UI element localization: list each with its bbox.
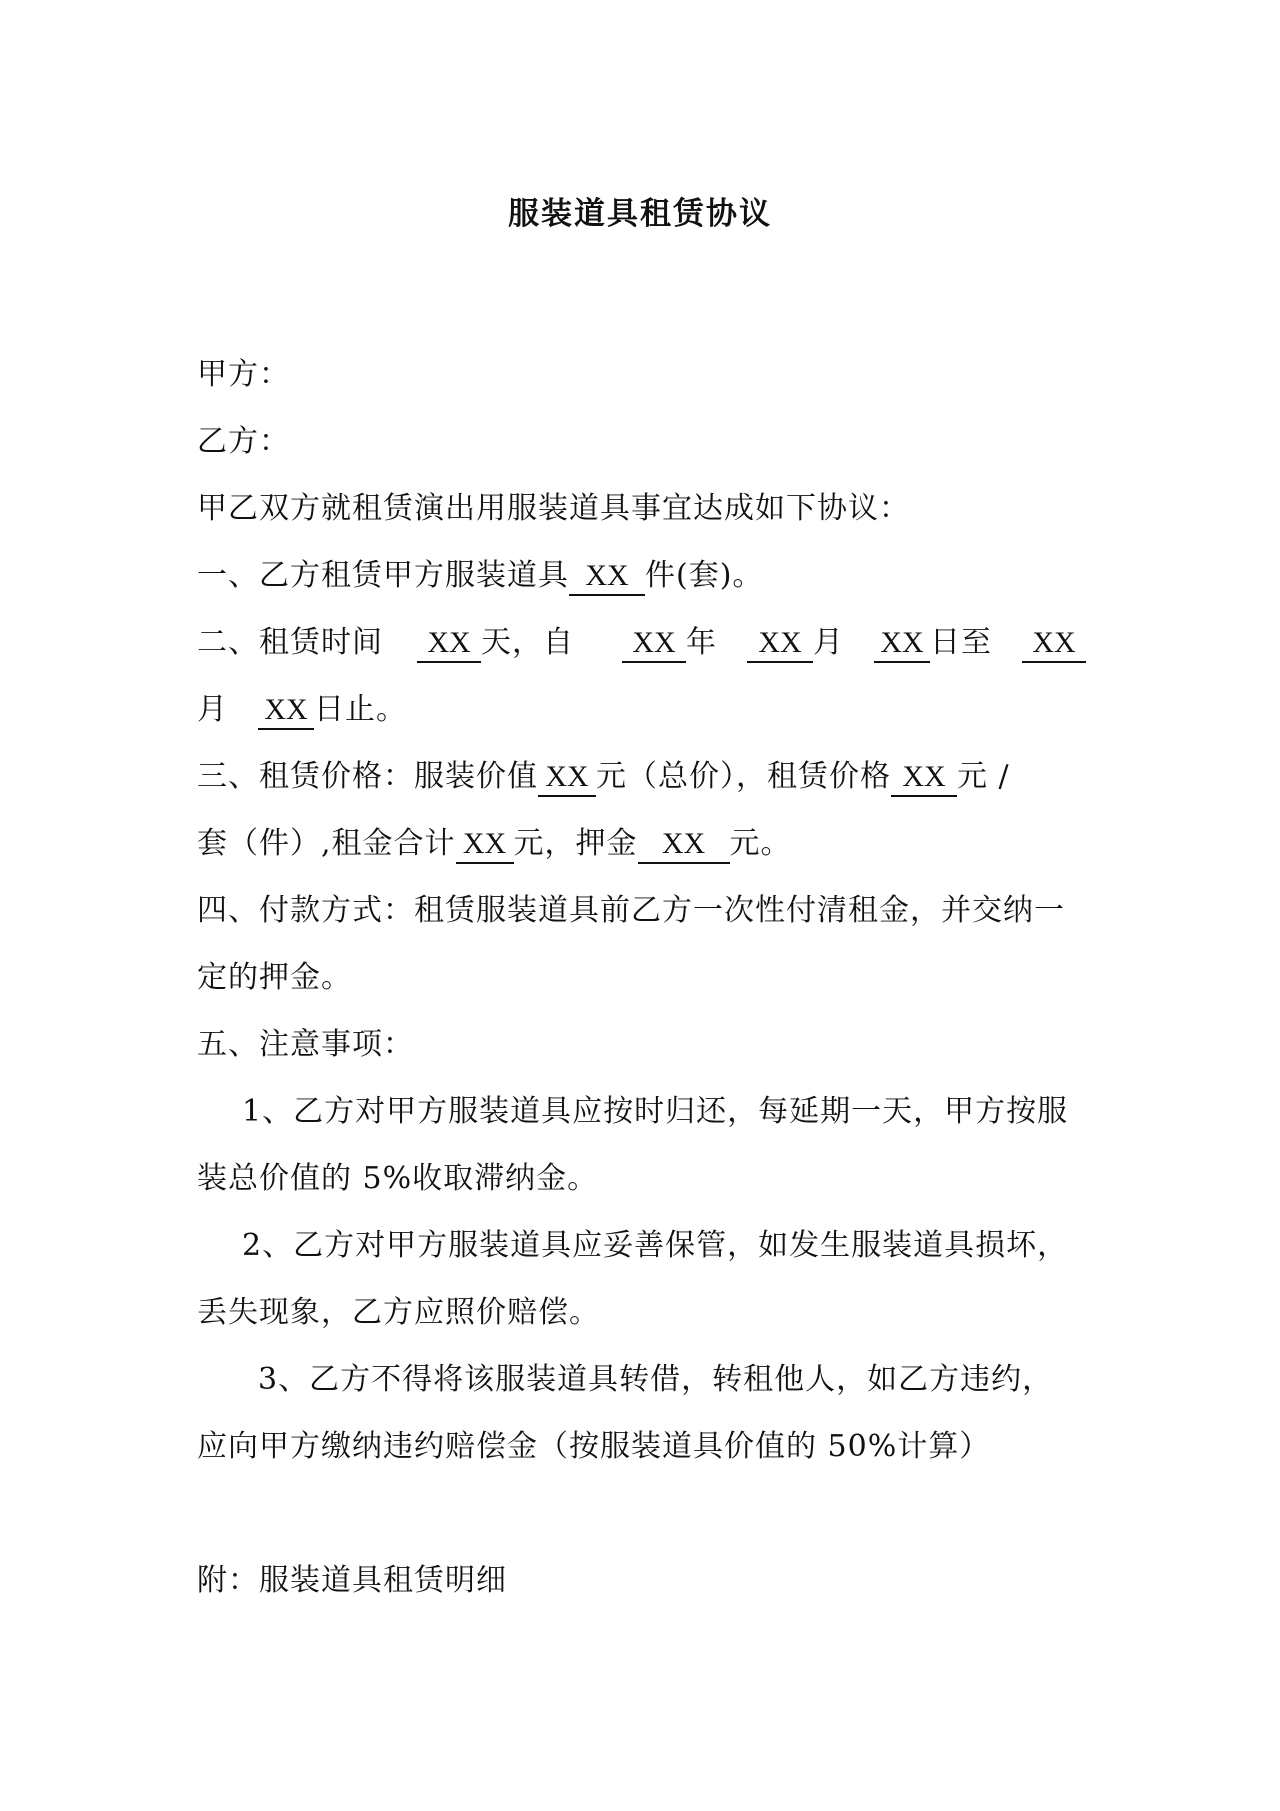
- clause-5-item-2-line-1: 2、乙方对甲方服装道具应妥善保管，如发生服装道具损坏，: [242, 1228, 1069, 1263]
- clause-3-line-2: [197, 822, 792, 866]
- clause-5-title: 五、注意事项：: [197, 1027, 414, 1062]
- clause-1: [197, 554, 763, 598]
- clause-2-line-1: [197, 621, 1086, 665]
- price-unit: 元 /: [957, 759, 1010, 794]
- end-month-blank: XX: [1022, 625, 1086, 663]
- clause-5-item-2-line-2: 丢失现象，乙方应照价赔偿。: [197, 1295, 600, 1330]
- end-day-blank: XX: [258, 692, 314, 730]
- start-month-blank: XX: [747, 625, 813, 663]
- total-unit: 元，押金: [513, 826, 638, 861]
- clause-2-line-2: [197, 688, 407, 732]
- clause-4-line-1: 四、付款方式：租赁服装道具前乙方一次性付清租金，并交纳一: [197, 893, 1065, 928]
- clause-2-label: 二、租赁时间: [197, 625, 383, 660]
- clause-3-line-2-text: 套（件）,租金合计: [197, 826, 456, 861]
- start-year-blank: XX: [622, 625, 686, 663]
- intro-text: 甲乙双方就租赁演出用服装道具事宜达成如下协议：: [197, 491, 910, 526]
- day-unit: 日至: [930, 625, 992, 660]
- clause-3-line-1: [197, 755, 1010, 799]
- clause-5-item-3-line-1: 3、乙方不得将该服装道具转借，转租他人，如乙方违约，: [258, 1362, 1054, 1397]
- end-month-unit: 月: [197, 692, 228, 727]
- clause-3-text: 三、租赁价格：服装价值: [197, 759, 538, 794]
- clause-5-item-3-line-2: 应向甲方缴纳违约赔偿金（按服装道具价值的 50%计算）: [197, 1429, 991, 1464]
- clause-5-item-1-line-2: 装总价值的 5%收取滞纳金。: [197, 1161, 599, 1196]
- year-unit: 年: [686, 625, 717, 660]
- clause-1-unit: 件(套)。: [645, 558, 764, 593]
- start-day-blank: XX: [874, 625, 930, 663]
- deposit-blank: XX: [638, 826, 730, 864]
- clause-4-line-2: 定的押金。: [197, 960, 352, 995]
- party-a-label: 甲方：: [197, 357, 290, 392]
- days-unit: 天，自: [481, 625, 574, 660]
- total-blank: XX: [456, 826, 514, 864]
- value-unit: 元（总价），租赁价格: [596, 759, 891, 794]
- appendix-label: 附：服装道具租赁明细: [197, 1563, 507, 1598]
- clause-1-text: 一、乙方租赁甲方服装道具: [197, 558, 569, 593]
- document-title: 服装道具租赁协议: [508, 196, 772, 232]
- deposit-unit: 元。: [729, 826, 792, 861]
- end-day-unit: 日止。: [314, 692, 407, 727]
- value-blank: XX: [538, 759, 596, 797]
- quantity-blank: XX: [569, 558, 645, 596]
- days-blank: XX: [417, 625, 481, 663]
- price-blank: XX: [891, 759, 957, 797]
- month-unit: 月: [813, 625, 844, 660]
- clause-5-item-1-line-1: 1、乙方对甲方服装道具应按时归还，每延期一天，甲方按服: [242, 1094, 1069, 1129]
- party-b-label: 乙方：: [197, 424, 290, 459]
